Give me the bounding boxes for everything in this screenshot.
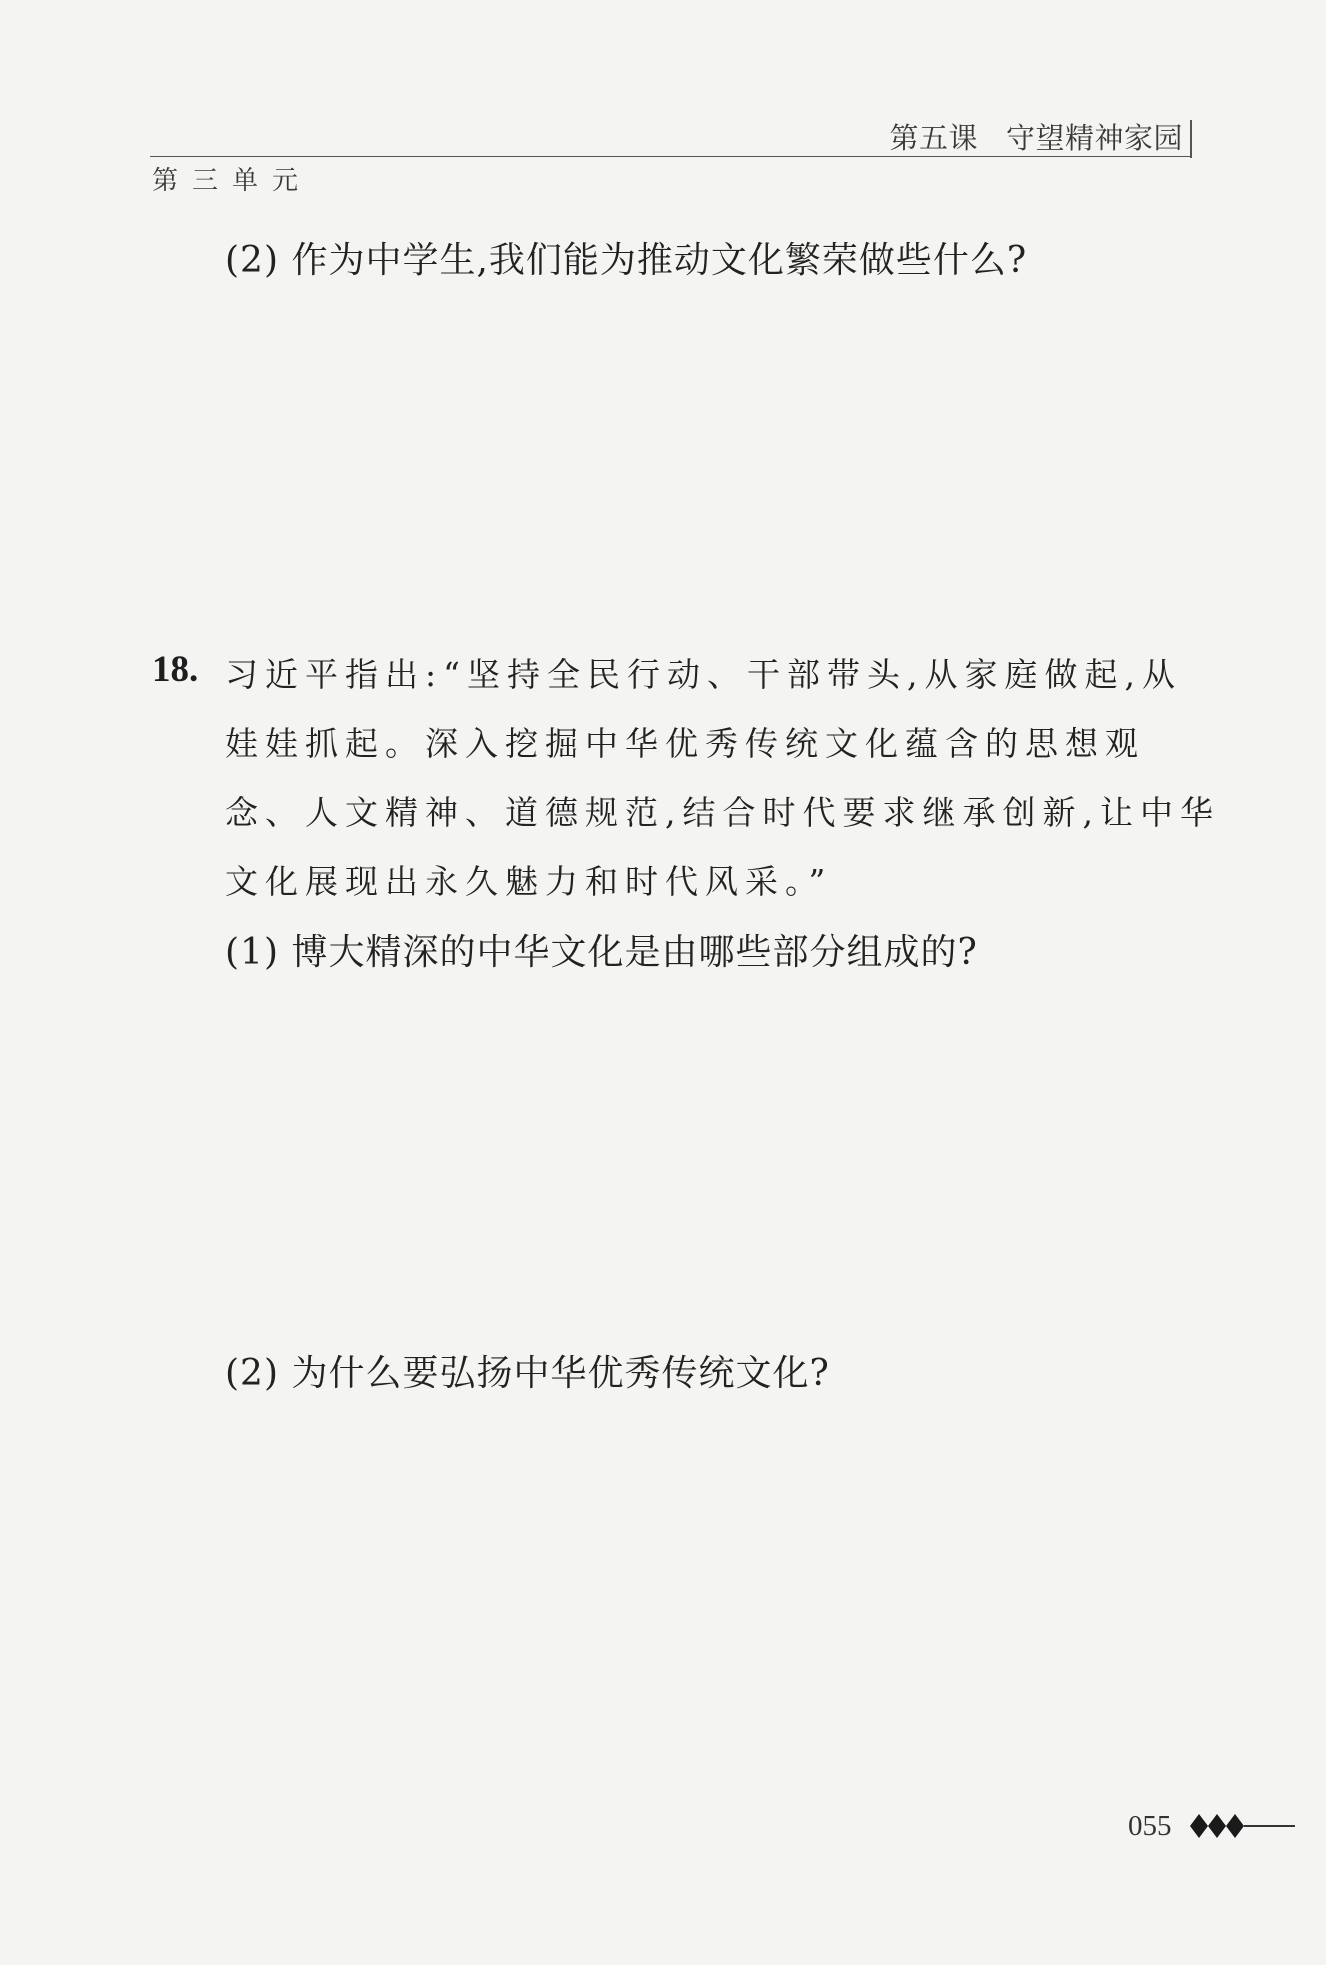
header-divider [150,156,1190,157]
lesson-header [889,116,1183,157]
question-body-line: 念、人文精神、道德规范,结合时代要求继承创新,让中华 [225,793,1220,832]
question-body-line: 习近平指出:“坚持全民行动、干部带头,从家庭做起,从 [225,655,1182,694]
prev-question-sub2: (2) 作为中学生,我们能为推动文化繁荣做些什么? [225,240,1028,281]
question-body-line: 娃娃抓起。深入挖掘中华优秀传统文化蕴含的思想观 [225,724,1145,763]
header-divider-end [1190,120,1192,158]
question-body-line: 文化展现出永久魅力和时代风采。” [225,862,833,901]
question18-sub2: (2) 为什么要弘扬中华优秀传统文化? [225,1353,830,1394]
page-number: 055 [1128,1810,1172,1842]
question18-sub1: (1) 博大精深的中华文化是由哪些部分组成的? [225,932,978,973]
question-number: 18. [152,649,199,690]
three-diamonds-ornament-icon [1190,1812,1300,1846]
lesson-number: 第五课 [889,121,978,155]
lesson-title: 守望精神家园 [1005,121,1183,155]
unit-label: 第三单元 [152,166,313,196]
question-body [225,640,1220,916]
